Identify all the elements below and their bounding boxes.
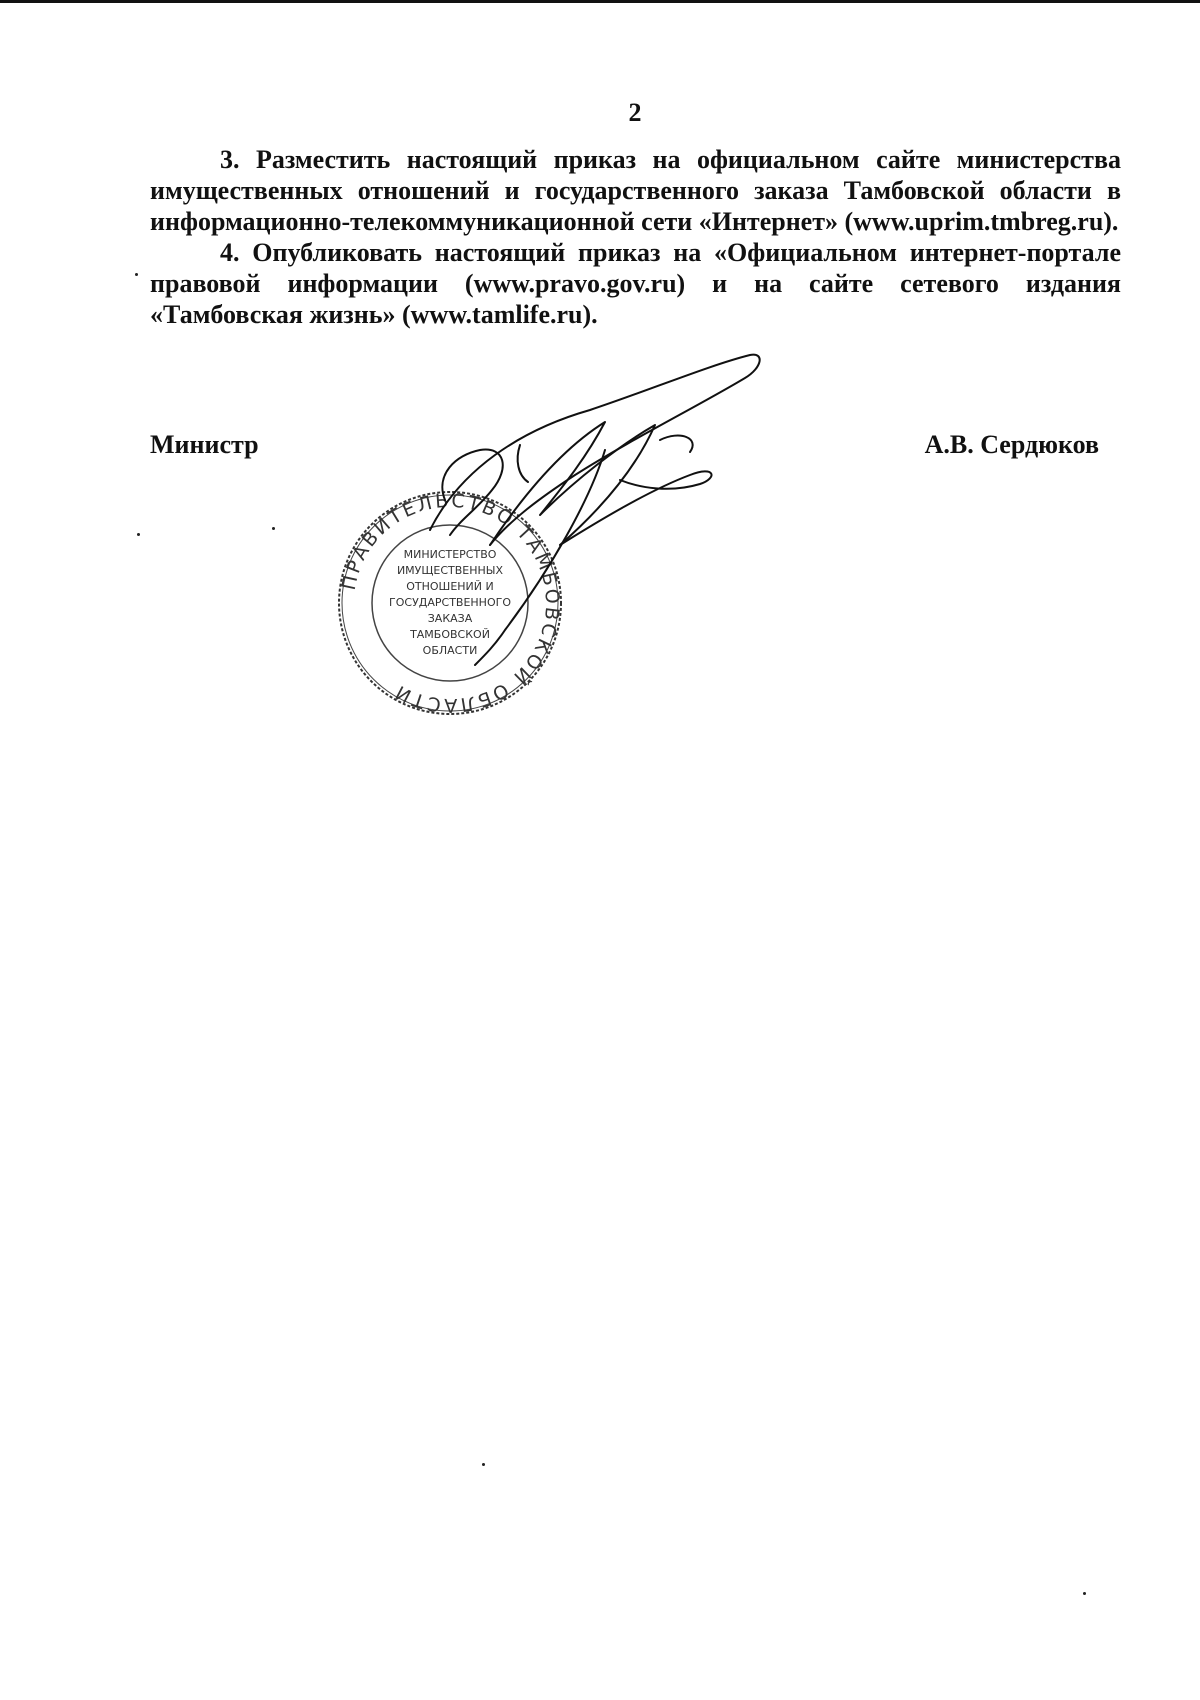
paragraph-4: 4. Опубликовать настоящий приказ на «Официальном интернет-портале правовой информации (www.pravo.gov.ru) и на сайте сетевого издания «Тамбовская жизнь» (www.tamlife.ru). bbox=[150, 238, 1121, 329]
document-body bbox=[150, 144, 1121, 330]
scan-speck bbox=[272, 527, 275, 530]
paragraph-3: 3. Разместить настоящий приказ на официальном сайте министерства имущественных отношений и государственного заказа Тамбовской области в информационно-телекоммуникационной сети «Интернет» (www.uprim.tmbreg.ru). bbox=[150, 145, 1121, 236]
signer-title: Министр bbox=[150, 430, 259, 459]
page-number: 2 bbox=[628, 98, 642, 127]
signer-name: А.В. Сердюков bbox=[924, 430, 1099, 459]
scan-speck bbox=[137, 533, 140, 536]
top-border-line bbox=[0, 0, 1200, 3]
scan-speck bbox=[482, 1463, 485, 1466]
stamp-line-3: ОТНОШЕНИЙ И bbox=[406, 580, 494, 593]
stamp-line-5: ЗАКАЗА bbox=[427, 612, 473, 625]
handwritten-signature bbox=[400, 350, 780, 680]
stamp-ring-text: ПРАВИТЕЛЬСТВО ТАМБОВСКОЙ ОБЛАСТИ bbox=[337, 489, 564, 717]
stamp-line-2: ИМУЩЕСТВЕННЫХ bbox=[396, 564, 504, 577]
stamp-line-6: ТАМБОВСКОЙ bbox=[410, 628, 490, 641]
stamp-line-7: ОБЛАСТИ bbox=[422, 644, 478, 657]
stamp-line-4: ГОСУДАРСТВЕННОГО bbox=[389, 596, 511, 609]
scan-speck bbox=[135, 273, 138, 276]
stamp-line-1: МИНИСТЕРСТВО bbox=[403, 548, 497, 561]
scan-speck bbox=[1083, 1592, 1086, 1595]
